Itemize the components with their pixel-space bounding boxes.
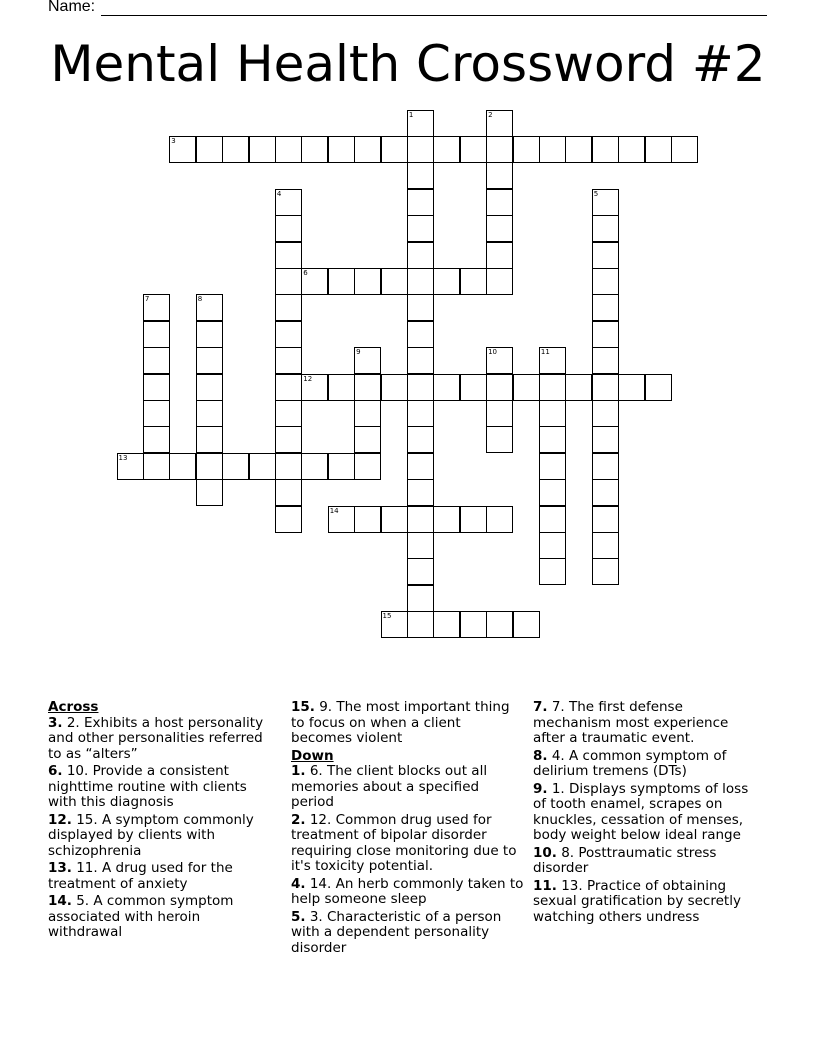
grid-cell[interactable] bbox=[275, 321, 302, 348]
clue-text: 5. A common symptom associated with heroin withdrawal bbox=[48, 893, 234, 940]
grid-cell[interactable] bbox=[196, 426, 223, 453]
grid-cell[interactable] bbox=[407, 585, 434, 612]
grid-cell[interactable] bbox=[407, 110, 434, 137]
clue-text: 9. The most important thing to focus on when a client becomes violent bbox=[291, 699, 510, 746]
clue-across-13 bbox=[48, 861, 268, 892]
grid-cell[interactable] bbox=[354, 400, 381, 427]
grid-cell[interactable] bbox=[275, 400, 302, 427]
grid-cell[interactable] bbox=[407, 558, 434, 585]
grid-cell[interactable] bbox=[196, 479, 223, 506]
grid-cell[interactable] bbox=[539, 136, 566, 163]
cell-number: 7 bbox=[144, 295, 150, 304]
clues-column-1 bbox=[48, 700, 268, 943]
grid-cell[interactable] bbox=[275, 189, 302, 216]
name-label: Name: bbox=[48, 0, 96, 15]
cell-number: 6 bbox=[303, 268, 308, 277]
grid-cell[interactable] bbox=[196, 374, 223, 401]
grid-cell[interactable] bbox=[381, 136, 408, 163]
grid-cell[interactable] bbox=[354, 347, 381, 374]
grid-cell[interactable] bbox=[486, 268, 513, 295]
clue-text: 11. A drug used for the treatment of anxiety bbox=[48, 860, 233, 892]
grid-cell[interactable] bbox=[486, 162, 513, 189]
grid-cell[interactable] bbox=[539, 400, 566, 427]
clue-text: 3. Characteristic of a person with a dependent personality disorder bbox=[291, 908, 502, 956]
grid-cell[interactable] bbox=[539, 347, 566, 374]
grid-cell[interactable] bbox=[407, 136, 434, 163]
grid-cell[interactable] bbox=[275, 479, 302, 506]
grid-cell[interactable] bbox=[592, 479, 619, 506]
clue-number: 9. bbox=[533, 780, 548, 797]
clue-text: 12. Common drug used for treatment of bipolar disorder requiring close monitoring due to it's toxicity potential. bbox=[291, 811, 517, 874]
grid-cell[interactable] bbox=[486, 189, 513, 216]
clue-down-7 bbox=[533, 700, 758, 747]
grid-cell[interactable] bbox=[433, 506, 460, 533]
grid-cell[interactable] bbox=[275, 215, 302, 242]
clue-across-15 bbox=[291, 700, 525, 747]
grid-cell[interactable] bbox=[143, 400, 170, 427]
grid-cell[interactable] bbox=[354, 268, 381, 295]
clue-number: 12. bbox=[48, 811, 72, 828]
cell-number: 12 bbox=[303, 374, 313, 383]
grid-cell[interactable] bbox=[486, 400, 513, 427]
cell-number: 11 bbox=[540, 348, 550, 357]
grid-cell[interactable] bbox=[196, 453, 223, 480]
cell-number: 2 bbox=[488, 110, 493, 119]
cell-number: 5 bbox=[593, 189, 599, 198]
grid-cell[interactable] bbox=[143, 453, 170, 480]
grid-cell[interactable] bbox=[275, 453, 302, 480]
grid-cell[interactable] bbox=[196, 294, 223, 321]
clue-across-3 bbox=[48, 716, 268, 763]
grid-cell[interactable] bbox=[117, 453, 144, 480]
grid-cell[interactable] bbox=[143, 294, 170, 321]
grid-cell[interactable] bbox=[407, 374, 434, 401]
grid-cell[interactable] bbox=[407, 453, 434, 480]
grid-cell[interactable] bbox=[143, 347, 170, 374]
grid-cell[interactable] bbox=[407, 162, 434, 189]
clue-number: 6. bbox=[48, 763, 63, 779]
clue-text: 7. The first defense mechanism most experience after a traumatic event. bbox=[533, 699, 729, 746]
down-heading: Down bbox=[291, 747, 334, 764]
cell-number: 13 bbox=[118, 453, 128, 462]
grid-cell[interactable] bbox=[381, 268, 408, 295]
grid-cell[interactable] bbox=[275, 268, 302, 295]
clue-text: 13. Practice of obtaining sexual gratification by secretly watching others undress bbox=[533, 877, 741, 925]
grid-cell[interactable] bbox=[592, 506, 619, 533]
grid-cell[interactable] bbox=[433, 611, 460, 638]
grid-cell[interactable] bbox=[592, 400, 619, 427]
grid-cell[interactable] bbox=[539, 479, 566, 506]
cell-number: 1 bbox=[408, 110, 414, 119]
grid-cell[interactable] bbox=[486, 242, 513, 269]
grid-cell[interactable] bbox=[486, 374, 513, 401]
grid-cell[interactable] bbox=[143, 374, 170, 401]
grid-cell[interactable] bbox=[249, 136, 276, 163]
grid-cell[interactable] bbox=[513, 136, 540, 163]
grid-cell[interactable] bbox=[354, 136, 381, 163]
grid-cell[interactable] bbox=[460, 506, 487, 533]
grid-cell[interactable] bbox=[539, 506, 566, 533]
clues-column-3 bbox=[533, 700, 758, 927]
cell-number: 4 bbox=[276, 189, 282, 198]
grid-cell[interactable] bbox=[407, 611, 434, 638]
grid-cell[interactable] bbox=[275, 506, 302, 533]
clue-number: 14. bbox=[48, 893, 72, 909]
grid-cell[interactable] bbox=[592, 453, 619, 480]
clue-text: 15. A symptom commonly displayed by clients with schizophrenia bbox=[48, 811, 254, 859]
cell-number: 14 bbox=[329, 506, 339, 515]
grid-cell[interactable] bbox=[592, 294, 619, 321]
grid-cell[interactable] bbox=[222, 136, 249, 163]
grid-cell[interactable] bbox=[354, 506, 381, 533]
grid-cell[interactable] bbox=[328, 506, 355, 533]
clue-text: 10. Provide a consistent nighttime routine with clients with this diagnosis bbox=[48, 763, 247, 810]
grid-cell[interactable] bbox=[143, 321, 170, 348]
grid-cell[interactable] bbox=[275, 242, 302, 269]
clue-down-1 bbox=[291, 764, 525, 811]
grid-cell[interactable] bbox=[143, 426, 170, 453]
grid-cell[interactable] bbox=[301, 453, 328, 480]
grid-cell[interactable] bbox=[486, 426, 513, 453]
grid-cell[interactable] bbox=[592, 136, 619, 163]
clue-text: 4. A common symptom of delirium tremens (DTs) bbox=[533, 747, 727, 779]
grid-cell[interactable] bbox=[169, 136, 196, 163]
grid-cell[interactable] bbox=[565, 136, 592, 163]
grid-cell[interactable] bbox=[407, 479, 434, 506]
grid-cell[interactable] bbox=[328, 453, 355, 480]
grid-cell[interactable] bbox=[407, 215, 434, 242]
clue-down-9 bbox=[533, 782, 758, 844]
cell-number: 9 bbox=[356, 348, 361, 357]
clue-across-6 bbox=[48, 764, 268, 811]
grid-cell[interactable] bbox=[381, 374, 408, 401]
clue-down-8 bbox=[533, 749, 758, 780]
clue-number: 13. bbox=[48, 860, 72, 876]
grid-cell[interactable] bbox=[249, 453, 276, 480]
clue-number: 11. bbox=[533, 877, 557, 894]
grid-cell[interactable] bbox=[513, 611, 540, 638]
grid-cell[interactable] bbox=[407, 532, 434, 559]
clue-down-10 bbox=[533, 846, 758, 877]
grid-cell[interactable] bbox=[328, 374, 355, 401]
grid-cell[interactable] bbox=[196, 347, 223, 374]
across-heading: Across bbox=[48, 699, 99, 715]
grid-cell[interactable] bbox=[354, 426, 381, 453]
clue-down-5 bbox=[291, 910, 525, 957]
grid-cell[interactable] bbox=[169, 453, 196, 480]
clue-text: 1. Displays symptoms of loss of tooth enamel, scrapes on knuckles, cessation of menses, body weight below ideal range bbox=[533, 780, 749, 843]
grid-cell[interactable] bbox=[486, 110, 513, 137]
grid-cell[interactable] bbox=[592, 321, 619, 348]
grid-cell[interactable] bbox=[301, 136, 328, 163]
grid-cell[interactable] bbox=[196, 321, 223, 348]
grid-cell[interactable] bbox=[407, 347, 434, 374]
grid-cell[interactable] bbox=[275, 347, 302, 374]
clue-across-12 bbox=[48, 813, 268, 860]
clue-text: 2. Exhibits a host personality and other personalities referred to as “alters” bbox=[48, 714, 264, 762]
grid-cell[interactable] bbox=[539, 532, 566, 559]
grid-cell[interactable] bbox=[433, 268, 460, 295]
grid-cell[interactable] bbox=[196, 136, 223, 163]
grid-cell[interactable] bbox=[407, 242, 434, 269]
grid-cell[interactable] bbox=[222, 453, 249, 480]
grid-cell[interactable] bbox=[486, 611, 513, 638]
grid-cell[interactable] bbox=[486, 347, 513, 374]
grid-cell[interactable] bbox=[592, 532, 619, 559]
clue-text: 14. An herb commonly taken to help someone sleep bbox=[291, 875, 524, 907]
clue-number: 3. bbox=[48, 714, 63, 731]
grid-cell[interactable] bbox=[381, 506, 408, 533]
clue-down-2 bbox=[291, 813, 525, 875]
clues-column-2 bbox=[291, 700, 525, 958]
page-title: Mental Health Crossword #2 bbox=[50, 35, 766, 93]
grid-cell[interactable] bbox=[592, 426, 619, 453]
grid-cell[interactable] bbox=[592, 215, 619, 242]
grid-cell[interactable] bbox=[486, 506, 513, 533]
grid-cell[interactable] bbox=[196, 400, 223, 427]
grid-cell[interactable] bbox=[513, 374, 540, 401]
grid-cell[interactable] bbox=[407, 426, 434, 453]
grid-cell[interactable] bbox=[407, 400, 434, 427]
grid-cell[interactable] bbox=[592, 374, 619, 401]
clue-number: 8. bbox=[533, 747, 548, 764]
grid-cell[interactable] bbox=[407, 189, 434, 216]
grid-cell[interactable] bbox=[328, 268, 355, 295]
grid-cell[interactable] bbox=[592, 558, 619, 585]
clue-down-11 bbox=[533, 879, 758, 926]
grid-cell[interactable] bbox=[486, 136, 513, 163]
grid-cell[interactable] bbox=[645, 136, 672, 163]
grid-cell[interactable] bbox=[460, 268, 487, 295]
grid-cell[interactable] bbox=[407, 321, 434, 348]
grid-cell[interactable] bbox=[407, 506, 434, 533]
grid-cell[interactable] bbox=[407, 268, 434, 295]
grid-cell[interactable] bbox=[460, 136, 487, 163]
grid-cell[interactable] bbox=[592, 242, 619, 269]
grid-cell[interactable] bbox=[539, 374, 566, 401]
grid-cell[interactable] bbox=[433, 136, 460, 163]
grid-cell[interactable] bbox=[618, 136, 645, 163]
clue-number: 1. bbox=[291, 763, 306, 779]
grid-cell[interactable] bbox=[565, 374, 592, 401]
grid-cell[interactable] bbox=[433, 374, 460, 401]
cell-number: 10 bbox=[488, 348, 498, 357]
grid-cell[interactable] bbox=[486, 215, 513, 242]
grid-cell[interactable] bbox=[275, 374, 302, 401]
grid-cell[interactable] bbox=[275, 136, 302, 163]
grid-cell[interactable] bbox=[381, 611, 408, 638]
grid-cell[interactable] bbox=[539, 426, 566, 453]
grid-cell[interactable] bbox=[539, 558, 566, 585]
grid-cell[interactable] bbox=[275, 294, 302, 321]
clue-number: 7. bbox=[533, 699, 548, 715]
grid-cell[interactable] bbox=[354, 374, 381, 401]
grid-cell[interactable] bbox=[618, 374, 645, 401]
clue-number: 5. bbox=[291, 908, 306, 925]
clue-number: 15. bbox=[291, 699, 315, 715]
grid-cell[interactable] bbox=[539, 453, 566, 480]
clue-number: 2. bbox=[291, 811, 306, 828]
grid-cell[interactable] bbox=[301, 268, 328, 295]
grid-cell[interactable] bbox=[407, 294, 434, 321]
grid-cell[interactable] bbox=[592, 347, 619, 374]
clue-number: 4. bbox=[291, 875, 306, 892]
cell-number: 15 bbox=[382, 612, 392, 621]
clue-number: 10. bbox=[533, 844, 557, 861]
grid-cell[interactable] bbox=[645, 374, 672, 401]
grid-cell[interactable] bbox=[592, 189, 619, 216]
grid-cell[interactable] bbox=[671, 136, 698, 163]
cell-number: 8 bbox=[197, 295, 203, 304]
grid-cell[interactable] bbox=[275, 426, 302, 453]
clue-text: 6. The client blocks out all memories about a specified period bbox=[291, 763, 488, 810]
clue-text: 8. Posttraumatic stress disorder bbox=[533, 844, 717, 876]
clue-across-14 bbox=[48, 894, 268, 941]
clue-down-4 bbox=[291, 877, 525, 908]
grid-cell[interactable] bbox=[328, 136, 355, 163]
grid-cell[interactable] bbox=[354, 453, 381, 480]
cell-number: 3 bbox=[171, 136, 176, 145]
grid-cell[interactable] bbox=[592, 268, 619, 295]
grid-cell[interactable] bbox=[460, 611, 487, 638]
grid-cell[interactable] bbox=[460, 374, 487, 401]
grid-cell[interactable] bbox=[301, 374, 328, 401]
